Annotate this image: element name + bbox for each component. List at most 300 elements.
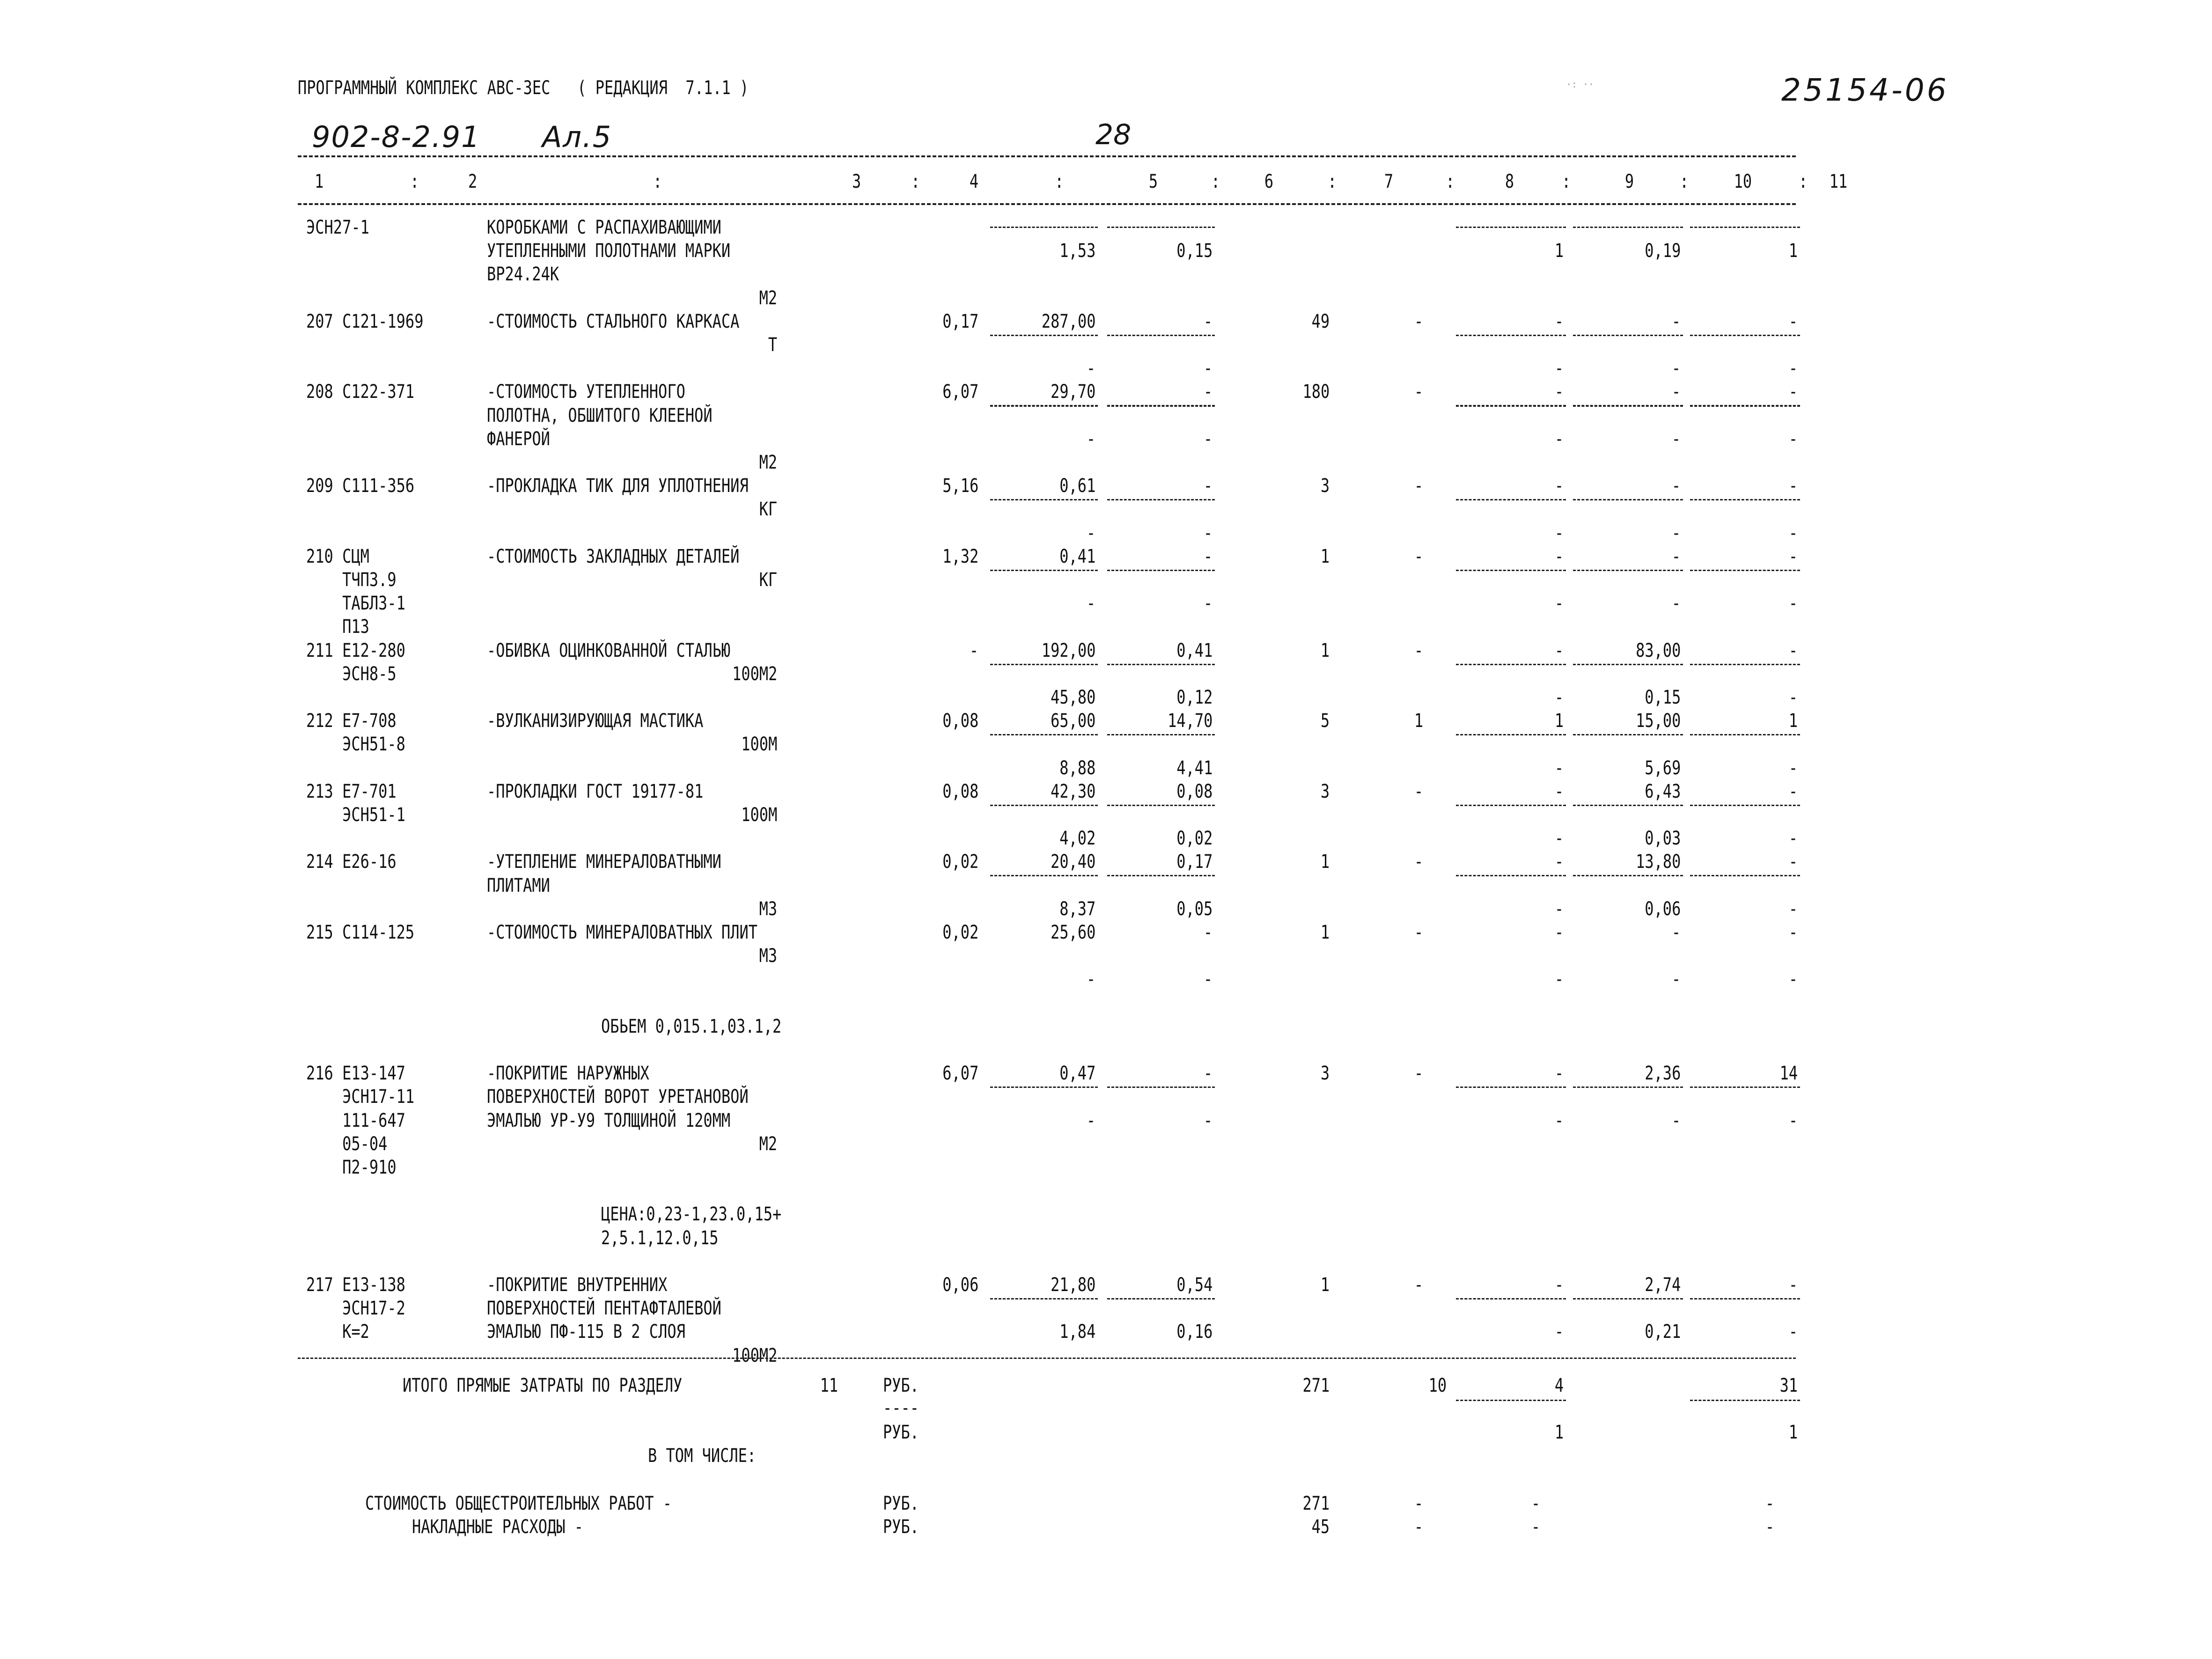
column-number: 8 — [1505, 171, 1514, 192]
cell-col-11: - — [1788, 851, 1798, 873]
cell-col-8: - — [1414, 546, 1423, 567]
cell-col-9: - — [1554, 1274, 1564, 1296]
row-item-code: 209 С111-356 — [306, 475, 415, 497]
cell-col-10: - — [1671, 522, 1681, 544]
overhead-col-9: - — [1531, 1516, 1540, 1538]
cell-col-11: - — [1788, 828, 1798, 849]
column-number: 5 — [1148, 171, 1158, 192]
cell-col-10: - — [1671, 381, 1681, 403]
row-unit: Т — [768, 334, 777, 356]
subtotal-dash — [1573, 335, 1683, 336]
row-item-code: ЭСН17-2 — [306, 1298, 405, 1319]
cell-col-6: - — [1203, 522, 1213, 544]
row-item-code: К=2 — [306, 1321, 369, 1343]
subtotal-dash — [1690, 335, 1800, 336]
row-item-code: ТАБЛ3-1 — [306, 593, 405, 614]
cell-col-4: 0,08 — [942, 781, 978, 802]
column-number: 9 — [1624, 171, 1634, 192]
cell-col-5: 65,00 — [1050, 710, 1095, 732]
subtotal-dash — [1456, 227, 1566, 228]
total-second-col-11: 1 — [1788, 1422, 1798, 1443]
row-item-code: П13 — [306, 616, 369, 638]
cell-col-11: 1 — [1788, 240, 1798, 262]
row-unit: 100М — [741, 804, 777, 826]
cell-col-10: - — [1671, 969, 1681, 990]
total-direct-col-11: 31 — [1779, 1375, 1798, 1396]
row-description: -СТОИМОСТЬ МИНЕРАЛОВАТНЫХ ПЛИТ — [487, 922, 757, 943]
cell-col-6: 0,12 — [1176, 687, 1213, 708]
cell-col-10: 0,03 — [1644, 828, 1681, 849]
column-number: 2 — [468, 171, 478, 192]
cell-col-9: - — [1554, 428, 1564, 450]
row-item-code: ЭСН27-1 — [306, 217, 369, 238]
totals-rule — [298, 1358, 1796, 1359]
cell-col-9: - — [1554, 687, 1564, 708]
row-description: ПОВЕРХНОСТЕЙ ПЕНТАФТАЛЕВОЙ — [487, 1298, 721, 1319]
cell-col-8: - — [1414, 1063, 1423, 1084]
subtotal-dash — [1690, 734, 1800, 735]
subtotal-dash — [1456, 875, 1566, 876]
cell-col-11: 14 — [1779, 1063, 1798, 1084]
row-description: -ПОКРИТИЕ НАРУЖНЫХ — [487, 1063, 649, 1084]
cell-col-4: 5,16 — [942, 475, 978, 497]
cell-col-10: 0,21 — [1644, 1321, 1681, 1343]
subtotal-dash — [1690, 1298, 1800, 1299]
cell-col-9: - — [1554, 640, 1564, 661]
cell-col-5: 1,53 — [1059, 240, 1095, 262]
cell-col-11: 1 — [1788, 710, 1798, 732]
cell-col-4: 0,17 — [942, 311, 978, 332]
cell-col-9: - — [1554, 311, 1564, 332]
row-description: -УТЕПЛЕНИЕ МИНЕРАЛОВАТНЫМИ — [487, 851, 721, 873]
cell-col-5: 42,30 — [1050, 781, 1095, 802]
overhead-label: НАКЛАДНЫЕ РАСХОДЫ - — [412, 1516, 584, 1538]
cell-col-9: - — [1554, 781, 1564, 802]
subtotal-dash — [1690, 570, 1800, 571]
subtotal-dash — [1107, 805, 1215, 806]
overhead-col-8: - — [1414, 1516, 1423, 1538]
cell-col-8: - — [1414, 781, 1423, 802]
row-item-code: 05-04 — [306, 1133, 388, 1155]
page-number: 28 — [1095, 118, 1132, 151]
cell-col-9: - — [1554, 969, 1564, 990]
subtotal-dash — [1107, 1086, 1215, 1088]
column-separator: : — [1211, 171, 1220, 192]
cell-col-11: - — [1788, 428, 1798, 450]
cell-col-5: 25,60 — [1050, 922, 1095, 943]
row-description: -ПРОКЛАДКА ТИК ДЛЯ УПЛОТНЕНИЯ — [487, 475, 749, 497]
row-unit: М3 — [759, 898, 777, 920]
row-item-code: 215 С114-125 — [306, 922, 415, 943]
subtotal-dash — [990, 875, 1098, 876]
row-description: -СТОИМОСТЬ СТАЛЬНОГО КАРКАСА — [487, 311, 740, 332]
row-description: ЭМАЛЬЮ ПФ-115 В 2 СЛОЯ — [487, 1321, 685, 1343]
cell-col-9: - — [1554, 381, 1564, 403]
cell-col-8: - — [1414, 1274, 1423, 1296]
cell-col-6: 0,02 — [1176, 828, 1213, 849]
column-separator: : — [911, 171, 920, 192]
cell-col-11: - — [1788, 969, 1798, 990]
cell-col-9: 1 — [1554, 710, 1564, 732]
subtotal-dash — [1456, 1086, 1566, 1088]
cell-col-11: - — [1788, 311, 1798, 332]
cell-col-11: - — [1788, 1321, 1798, 1343]
cell-col-10: 0,15 — [1644, 687, 1681, 708]
cell-col-6: - — [1203, 358, 1213, 379]
row-item-code: ЭСН51-1 — [306, 804, 405, 826]
subtotal-dash — [990, 1086, 1098, 1088]
row-description: КОРОБКАМИ С РАСПАХИВАЮЩИМИ — [487, 217, 721, 238]
column-separator: : — [1328, 171, 1337, 192]
column-number: 3 — [852, 171, 861, 192]
cell-col-10: - — [1671, 546, 1681, 567]
cell-col-6: 14,70 — [1167, 710, 1213, 732]
cell-col-8: - — [1414, 311, 1423, 332]
subtotal-dash — [1456, 335, 1566, 336]
cell-col-7: 3 — [1320, 1063, 1330, 1084]
cell-col-5: 20,40 — [1050, 851, 1095, 873]
cell-col-4: 6,07 — [942, 381, 978, 403]
subtotal-dash — [990, 227, 1098, 228]
document-code: 902-8-2.91 — [312, 120, 481, 154]
row-note: ОБЬЕМ 0,015.1,03.1,2 — [601, 1016, 782, 1037]
cell-col-4: 0,06 — [942, 1274, 978, 1296]
subtotal-dash — [1690, 499, 1800, 500]
cell-col-10: 13,80 — [1635, 851, 1681, 873]
general-col-11: - — [1765, 1493, 1774, 1514]
currency-label: РУБ. — [883, 1516, 919, 1538]
overhead-col-7: 45 — [1311, 1516, 1330, 1538]
subtotal-dash — [1456, 805, 1566, 806]
subtotal-dash — [990, 335, 1098, 336]
subtotal-dash — [1573, 227, 1683, 228]
currency-label: РУБ. — [883, 1493, 919, 1514]
subtotal-dash — [1456, 405, 1566, 407]
row-unit: 100М2 — [732, 1345, 777, 1366]
cell-col-4: 1,32 — [942, 546, 978, 567]
cell-col-9: - — [1554, 898, 1564, 920]
row-description: -ОБИВКА ОЦИНКОВАННОЙ СТАЛЬЮ — [487, 640, 731, 661]
row-unit: 100М — [741, 734, 777, 755]
subtotal-dash — [1573, 734, 1683, 735]
cell-col-9: - — [1554, 922, 1564, 943]
column-separator: : — [410, 171, 419, 192]
cell-col-11: - — [1788, 1110, 1798, 1131]
subtotal-dash — [1107, 335, 1215, 336]
cell-col-5: 0,47 — [1059, 1063, 1095, 1084]
cell-col-9: 1 — [1554, 240, 1564, 262]
subtotal-dash — [1107, 875, 1215, 876]
subtotal-dash — [1573, 805, 1683, 806]
total-direct-col-8: 10 — [1428, 1375, 1447, 1396]
cell-col-4: 0,02 — [942, 922, 978, 943]
row-description: ЭМАЛЬЮ УР-У9 ТОЛЩИНОЙ 120ММ — [487, 1110, 731, 1131]
row-description: ВР24.24К — [487, 264, 559, 285]
column-number: 11 — [1829, 171, 1847, 192]
subtotal-dash — [1107, 405, 1215, 407]
row-description: ПЛИТАМИ — [487, 875, 550, 896]
cell-col-11: - — [1788, 593, 1798, 614]
cell-col-10: 2,74 — [1644, 1274, 1681, 1296]
cell-col-6: - — [1203, 311, 1213, 332]
cell-col-6: 0,16 — [1176, 1321, 1213, 1343]
subtotal-dash — [990, 664, 1098, 665]
cell-col-5: - — [1086, 522, 1095, 544]
cell-col-7: 3 — [1320, 475, 1330, 497]
column-number: 6 — [1264, 171, 1273, 192]
cell-col-7: 1 — [1320, 1274, 1330, 1296]
row-unit: КГ — [759, 499, 777, 520]
cell-col-8: - — [1414, 851, 1423, 873]
cell-col-4: 0,08 — [942, 710, 978, 732]
cell-col-11: - — [1788, 381, 1798, 403]
row-description: -СТОИМОСТЬ УТЕПЛЕННОГО — [487, 381, 685, 403]
general-works-label: СТОИМОСТЬ ОБЩЕСТРОИТЕЛЬНЫХ РАБОТ - — [365, 1493, 672, 1514]
cell-col-10: 15,00 — [1635, 710, 1681, 732]
cell-col-10: - — [1671, 1110, 1681, 1131]
cell-col-7: 180 — [1302, 381, 1330, 403]
cell-col-4: 0,02 — [942, 851, 978, 873]
subtotal-dash — [990, 499, 1098, 500]
cell-col-5: 4,02 — [1059, 828, 1095, 849]
subtotal-dash — [1690, 1086, 1800, 1088]
subtotal-dash — [1107, 1298, 1215, 1299]
cell-col-7: 1 — [1320, 546, 1330, 567]
total-direct-col-9: 4 — [1554, 1375, 1564, 1396]
subtotal-dash — [1573, 499, 1683, 500]
cell-col-7: 49 — [1311, 311, 1330, 332]
row-item-code: 210 СЦМ — [306, 546, 369, 567]
general-col-9: - — [1531, 1493, 1540, 1514]
program-header: ПРОГРАММНЫЙ КОМПЛЕКС АВС-ЗЕС ( РЕДАКЦИЯ 7.1.1 ) — [298, 77, 749, 99]
currency-dashes: ---- — [883, 1397, 919, 1419]
cell-col-7: 1 — [1320, 922, 1330, 943]
subtotal-dash — [1456, 570, 1566, 571]
row-item-code: ЭСН51-8 — [306, 734, 405, 755]
cell-col-9: - — [1554, 828, 1564, 849]
subtotal-dash — [1107, 734, 1215, 735]
cell-col-5: - — [1086, 1110, 1095, 1131]
row-description: ФАНЕРОЙ — [487, 428, 550, 450]
cell-col-8: - — [1414, 381, 1423, 403]
cell-col-6: 0,54 — [1176, 1274, 1213, 1296]
cell-col-8: - — [1414, 640, 1423, 661]
row-note: 2,5.1,12.0,15 — [601, 1227, 719, 1249]
row-item-code: 217 Е13-138 — [306, 1274, 405, 1296]
cell-col-5: - — [1086, 593, 1095, 614]
column-separator: : — [1446, 171, 1455, 192]
cell-col-5: 8,37 — [1059, 898, 1095, 920]
cell-col-11: - — [1788, 898, 1798, 920]
cell-col-11: - — [1788, 781, 1798, 802]
general-col-7: 271 — [1302, 1493, 1330, 1514]
cell-col-5: - — [1086, 969, 1095, 990]
cell-col-10: 0,19 — [1644, 240, 1681, 262]
cell-col-5: 1,84 — [1059, 1321, 1095, 1343]
cell-col-7: 1 — [1320, 640, 1330, 661]
cell-col-6: - — [1203, 593, 1213, 614]
row-item-code: 208 С122-371 — [306, 381, 415, 403]
cell-col-7: 3 — [1320, 781, 1330, 802]
cell-col-6: 0,15 — [1176, 240, 1213, 262]
cell-col-9: - — [1554, 546, 1564, 567]
cell-col-9: - — [1554, 1063, 1564, 1084]
cell-col-6: - — [1203, 546, 1213, 567]
cell-col-6: 0,17 — [1176, 851, 1213, 873]
column-separator: : — [1680, 171, 1689, 192]
subtotal-dash — [1690, 1400, 1800, 1401]
album-label: Ал.5 — [542, 120, 612, 154]
cell-col-5: - — [1086, 358, 1095, 379]
subtotal-dash — [990, 1298, 1098, 1299]
cell-col-8: 1 — [1414, 710, 1423, 732]
cell-col-5: 8,88 — [1059, 757, 1095, 779]
subtotal-dash — [990, 405, 1098, 407]
subtotal-dash — [1690, 664, 1800, 665]
cell-col-5: 192,00 — [1041, 640, 1095, 661]
row-item-code: 213 Е7-701 — [306, 781, 397, 802]
cell-col-6: 0,05 — [1176, 898, 1213, 920]
subtotal-dash — [1690, 227, 1800, 228]
cell-col-6: - — [1203, 969, 1213, 990]
row-item-code: ЭСН8-5 — [306, 663, 397, 685]
cell-col-9: - — [1554, 1110, 1564, 1131]
cell-col-7: 5 — [1320, 710, 1330, 732]
cell-col-5: 287,00 — [1041, 311, 1095, 332]
subtotal-dash — [990, 805, 1098, 806]
column-separator: : — [1562, 171, 1571, 192]
cell-col-9: - — [1554, 522, 1564, 544]
cell-col-10: - — [1671, 593, 1681, 614]
header-bottom-rule — [298, 203, 1796, 205]
cell-col-6: - — [1203, 922, 1213, 943]
total-section-number: 11 — [820, 1375, 838, 1396]
including-label: В ТОМ ЧИСЛЕ: — [648, 1445, 757, 1467]
column-number: 7 — [1384, 171, 1393, 192]
cell-col-11: - — [1788, 546, 1798, 567]
total-direct-col-7: 271 — [1302, 1375, 1330, 1396]
subtotal-dash — [1690, 805, 1800, 806]
cell-col-10: 5,69 — [1644, 757, 1681, 779]
cell-col-6: 0,08 — [1176, 781, 1213, 802]
subtotal-dash — [1573, 664, 1683, 665]
row-description: ПОЛОТНА, ОБШИТОГО КЛЕЕНОЙ — [487, 405, 713, 426]
cell-col-8: - — [1414, 475, 1423, 497]
cell-col-8: - — [1414, 922, 1423, 943]
cell-col-10: 83,00 — [1635, 640, 1681, 661]
cell-col-10: 2,36 — [1644, 1063, 1681, 1084]
subtotal-dash — [1456, 1400, 1566, 1401]
row-unit: М2 — [759, 1133, 777, 1155]
subtotal-dash — [1690, 875, 1800, 876]
subtotal-dash — [1456, 664, 1566, 665]
total-second-col-9: 1 — [1554, 1422, 1564, 1443]
cell-col-9: - — [1554, 475, 1564, 497]
cell-col-6: - — [1203, 1063, 1213, 1084]
subtotal-dash — [1573, 1086, 1683, 1088]
subtotal-dash — [1573, 1298, 1683, 1299]
column-separator: : — [653, 171, 662, 192]
subtotal-dash — [990, 570, 1098, 571]
row-unit: 100М2 — [732, 663, 777, 685]
cell-col-10: 6,43 — [1644, 781, 1681, 802]
subtotal-dash — [1107, 570, 1215, 571]
subtotal-dash — [1690, 405, 1800, 407]
cell-col-4: 6,07 — [942, 1063, 978, 1084]
row-unit: М2 — [759, 452, 777, 473]
row-unit: М3 — [759, 945, 777, 967]
cell-col-10: - — [1671, 922, 1681, 943]
subtotal-dash — [1573, 570, 1683, 571]
currency-label: РУБ. — [883, 1375, 919, 1396]
row-item-code: 111-647 — [306, 1110, 405, 1131]
overhead-col-11: - — [1765, 1516, 1774, 1538]
cell-col-7: 1 — [1320, 851, 1330, 873]
subtotal-dash — [1573, 875, 1683, 876]
cell-col-6: - — [1203, 428, 1213, 450]
row-item-code: 207 С121-1969 — [306, 311, 424, 332]
column-number: 10 — [1734, 171, 1752, 192]
general-col-8: - — [1414, 1493, 1423, 1514]
currency-label: РУБ. — [883, 1422, 919, 1443]
column-separator: : — [1799, 171, 1808, 192]
row-description: ПОВЕРХНОСТЕЙ ВОРОТ УРЕТАНОВОЙ — [487, 1086, 749, 1108]
column-number: 4 — [969, 171, 978, 192]
cell-col-6: 0,41 — [1176, 640, 1213, 661]
cell-col-9: - — [1554, 358, 1564, 379]
scan-speckle: ·: ·· — [1566, 79, 1595, 90]
cell-col-11: - — [1788, 522, 1798, 544]
cell-col-5: 45,80 — [1050, 687, 1095, 708]
subtotal-dash — [1107, 227, 1215, 228]
cell-col-11: - — [1788, 687, 1798, 708]
row-description: -ПРОКЛАДКИ ГОСТ 19177-81 — [487, 781, 704, 802]
cell-col-11: - — [1788, 922, 1798, 943]
cell-col-5: 0,61 — [1059, 475, 1095, 497]
column-number: 1 — [315, 171, 324, 192]
row-description: -СТОИМОСТЬ ЗАКЛАДНЫХ ДЕТАЛЕЙ — [487, 546, 740, 567]
cell-col-4: - — [969, 640, 978, 661]
row-description: УТЕПЛЕННЫМИ ПОЛОТНАМИ МАРКИ — [487, 240, 731, 262]
row-unit: М2 — [759, 287, 777, 309]
cell-col-9: - — [1554, 851, 1564, 873]
cell-col-11: - — [1788, 475, 1798, 497]
row-note: ЦЕНА:0,23-1,23.0,15+ — [601, 1204, 782, 1225]
cell-col-5: - — [1086, 428, 1095, 450]
cell-col-5: 0,41 — [1059, 546, 1095, 567]
cell-col-6: - — [1203, 381, 1213, 403]
subtotal-dash — [1456, 734, 1566, 735]
cell-col-5: 29,70 — [1050, 381, 1095, 403]
row-item-code: ЭСН17-11 — [306, 1086, 415, 1108]
header-top-rule — [298, 155, 1796, 157]
cell-col-10: - — [1671, 475, 1681, 497]
subtotal-dash — [1107, 499, 1215, 500]
row-item-code: 212 Е7-708 — [306, 710, 397, 732]
cell-col-11: - — [1788, 757, 1798, 779]
subtotal-dash — [1573, 405, 1683, 407]
row-unit: КГ — [759, 569, 777, 591]
total-direct-label: ИТОГО ПРЯМЫЕ ЗАТРАТЫ ПО РАЗДЕЛУ — [403, 1375, 683, 1396]
archive-number: 25154-06 — [1781, 72, 1949, 108]
row-item-code: ТЧП3.9 — [306, 569, 397, 591]
cell-col-6: - — [1203, 1110, 1213, 1131]
cell-col-11: - — [1788, 640, 1798, 661]
cell-col-9: - — [1554, 757, 1564, 779]
subtotal-dash — [990, 734, 1098, 735]
cell-col-9: - — [1554, 593, 1564, 614]
cell-col-10: - — [1671, 311, 1681, 332]
